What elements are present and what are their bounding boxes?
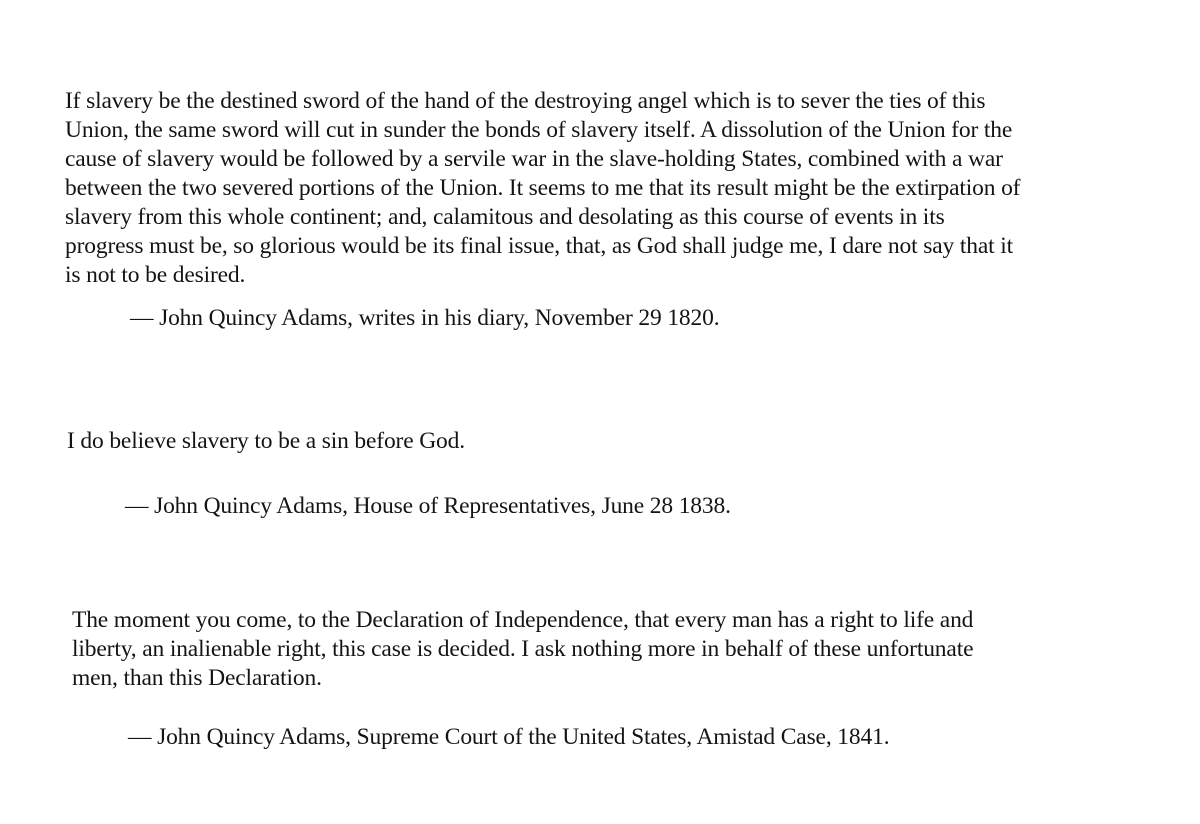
quote-line: If slavery be the destined sword of the hand of the destroying angel which is to sever the ties of this [65,88,986,114]
quote-line: progress must be, so glorious would be its final issue, that, as God shall judge me, I dare not say that it [65,233,1013,259]
quote-diary-1820 [65,87,1020,290]
quote-line: is not to be desired. [65,262,246,288]
quote-attribution: — John Quincy Adams, House of Representatives, June 28 1838. [125,493,731,519]
quote-line: slavery from this whole continent; and, calamitous and desolating as this course of events in its [65,204,945,230]
quote-line: The moment you come, to the Declaration of Independence, that every man has a right to life and [72,607,974,633]
quote-line: men, than this Declaration. [72,665,322,691]
quote-line: between the two severed portions of the Union. It seems to me that its result might be the extirpation of [65,175,1021,201]
quote-line: cause of slavery would be followed by a servile war in the slave-holding States, combined with a war [65,146,1003,172]
quote-line: Union, the same sword will cut in sunder the bonds of slavery itself. A dissolution of the Union for the [65,117,1013,143]
quote-attribution: — John Quincy Adams, writes in his diary, November 29 1820. [130,305,720,331]
quote-house-1838 [67,427,465,456]
quote-amistad-1841 [72,606,973,693]
quote-attribution: — John Quincy Adams, Supreme Court of the United States, Amistad Case, 1841. [128,724,890,750]
quote-line: liberty, an inalienable right, this case is decided. I ask nothing more in behalf of these unfortunate [72,636,974,662]
quote-line: I do believe slavery to be a sin before God. [67,428,465,454]
